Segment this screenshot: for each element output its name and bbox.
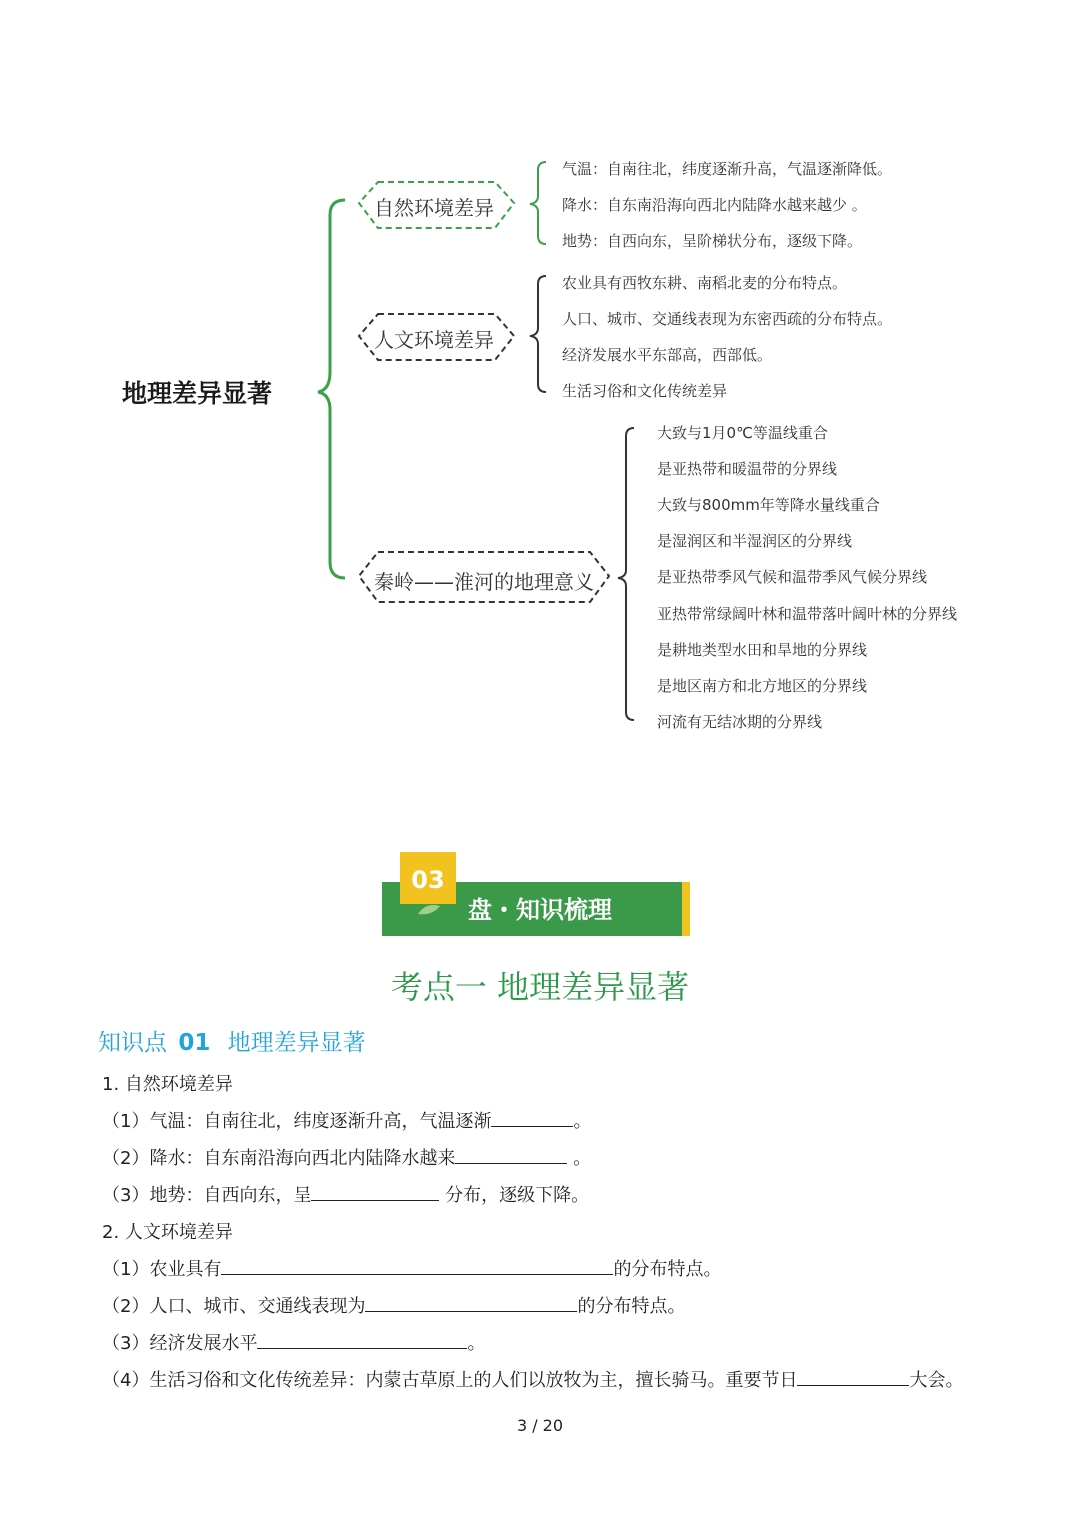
banner-title: 盘・知识梳理: [468, 896, 612, 924]
leaf-qinling-9: 河流有无结冰期的分界线: [657, 713, 823, 731]
question-text: （1）气温：自南往北，纬度逐渐升高，气温逐渐: [102, 1111, 492, 1132]
banner-number: 03: [400, 852, 456, 904]
leaf-qinling-6: 亚热带常绿阔叶林和温带落叶阔叶林的分界线: [657, 605, 958, 623]
question-line: [102, 1107, 591, 1133]
leaf-qinling-8: 是地区南方和北方地区的分界线: [657, 677, 868, 695]
leaf-natural-3: 地势：自西向东，呈阶梯状分布，逐级下降。: [562, 232, 863, 250]
question-text: （4）生活习俗和文化传统差异：内蒙古草原上的人们以放牧为主，擅长骑马。重要节日: [102, 1370, 798, 1391]
banner-stripe: [682, 882, 690, 936]
answer-blank[interactable]: [311, 1182, 439, 1201]
answer-blank[interactable]: [491, 1108, 573, 1127]
leaf-human-3: 经济发展水平东部高，西部低。: [562, 346, 773, 364]
qinling-brace: [618, 428, 634, 720]
mindmap-root: 地理差异显著: [122, 379, 273, 408]
node-natural: 自然环境差异: [374, 196, 494, 220]
question-tail: 。: [567, 1148, 592, 1169]
natural-brace: [530, 162, 546, 244]
question-text: （2）人口、城市、交通线表现为: [102, 1296, 366, 1317]
leaf-human-1: 农业具有西牧东耕、南稻北麦的分布特点。: [562, 274, 848, 292]
leaf-human-4: 生活习俗和文化传统差异: [562, 382, 728, 400]
question-tail: 。: [467, 1333, 486, 1354]
section-heading-natural: 1. 自然环境差异: [102, 1074, 233, 1095]
kp-prefix: 知识点: [98, 1030, 167, 1056]
leaf-icon: [416, 902, 442, 918]
node-human: 人文环境差异: [374, 328, 494, 352]
answer-blank[interactable]: [221, 1256, 613, 1275]
question-tail: 。: [573, 1111, 592, 1132]
leaf-qinling-1: 大致与1月0℃等温线重合: [657, 424, 828, 442]
question-tail: 的分布特点。: [613, 1259, 722, 1280]
question-line: [102, 1181, 589, 1207]
kp-heading: 地理差异显著: [227, 1030, 366, 1056]
section-banner: [382, 852, 692, 940]
question-line: [102, 1329, 485, 1355]
answer-blank[interactable]: [257, 1330, 467, 1349]
question-line: [102, 1255, 721, 1281]
page-number: 3 / 20: [516, 1416, 564, 1435]
question-tail: 大会。: [909, 1370, 964, 1391]
question-tail: 的分布特点。: [577, 1296, 686, 1317]
question-line: [102, 1366, 963, 1392]
leaf-natural-2: 降水：自东南沿海向西北内陆降水越来越少 。: [562, 196, 867, 214]
question-text: （1）农业具有: [102, 1259, 222, 1280]
leaf-qinling-2: 是亚热带和暖温带的分界线: [657, 460, 838, 478]
knowledge-point-title: [98, 1024, 366, 1057]
question-line: [102, 1144, 591, 1170]
question-tail: 分布，逐级下降。: [439, 1185, 590, 1206]
root-brace: [318, 200, 345, 578]
leaf-qinling-4: 是湿润区和半湿润区的分界线: [657, 532, 853, 550]
exam-point-title: 考点一 地理差异显著: [390, 968, 690, 1006]
question-text: （3）地势：自西向东，呈: [102, 1185, 312, 1206]
question-text: （3）经济发展水平: [102, 1333, 258, 1354]
leaf-natural-1: 气温：自南往北，纬度逐渐升高，气温逐渐降低。: [562, 160, 893, 178]
section-heading-human: 2. 人文环境差异: [102, 1222, 233, 1243]
leaf-qinling-5: 是亚热带季风气候和温带季风气候分界线: [657, 568, 928, 586]
question-text: （2）降水：自东南沿海向西北内陆降水越来: [102, 1148, 456, 1169]
answer-blank[interactable]: [365, 1293, 577, 1312]
answer-blank[interactable]: [455, 1145, 567, 1164]
node-qinling: 秦岭——淮河的地理意义: [374, 570, 594, 594]
kp-number: 01: [178, 1030, 211, 1056]
leaf-qinling-3: 大致与800mm年等降水量线重合: [657, 496, 880, 514]
leaf-human-2: 人口、城市、交通线表现为东密西疏的分布特点。: [562, 310, 893, 328]
question-line: [102, 1292, 685, 1318]
leaf-qinling-7: 是耕地类型水田和旱地的分界线: [657, 641, 868, 659]
answer-blank[interactable]: [797, 1367, 909, 1386]
human-brace: [530, 276, 546, 392]
